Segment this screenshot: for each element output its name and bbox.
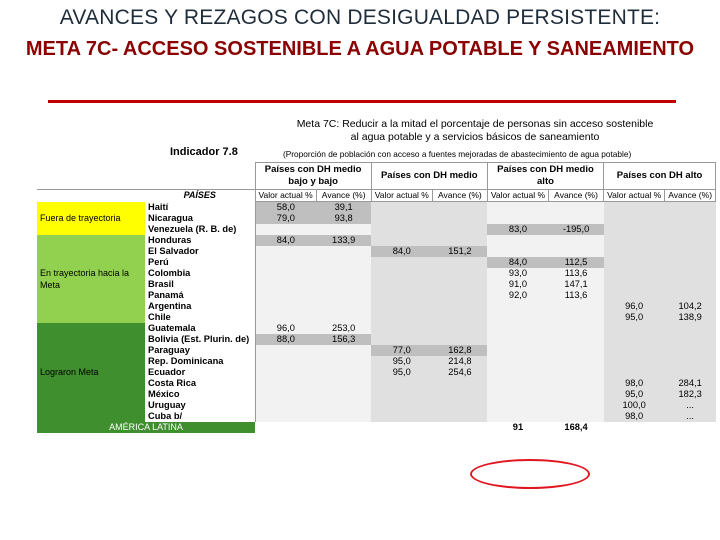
group-header-medium: Países con DH medio (371, 163, 487, 190)
table-row (37, 422, 716, 433)
progress-cell (549, 345, 604, 356)
progress-cell (665, 246, 716, 257)
progress-cell (432, 400, 487, 411)
value-cell: 84,0 (371, 246, 432, 257)
value-cell (371, 268, 432, 279)
value-cell (604, 224, 665, 235)
value-cell: 98,0 (604, 378, 665, 389)
value-cell (604, 213, 665, 224)
progress-cell (432, 389, 487, 400)
progress-cell (549, 246, 604, 257)
indicator-label: Indicador 7.8 (170, 146, 238, 158)
progress-cell (432, 290, 487, 301)
value-cell (255, 290, 316, 301)
progress-cell (316, 345, 371, 356)
country-name: Paraguay (145, 345, 255, 356)
value-cell (255, 224, 316, 235)
sub-header-value: Valor actual % (604, 190, 665, 202)
value-cell: 84,0 (487, 257, 548, 268)
progress-cell (549, 213, 604, 224)
country-name: Guatemala (145, 323, 255, 334)
value-cell (371, 290, 432, 301)
value-cell (255, 400, 316, 411)
progress-cell (316, 224, 371, 235)
title-divider (48, 100, 676, 103)
country-name: Honduras (145, 235, 255, 246)
group-header-medium-high: Países con DH medio alto (487, 163, 603, 190)
progress-cell: 254,6 (432, 367, 487, 378)
value-cell (255, 356, 316, 367)
country-name: Nicaragua (145, 213, 255, 224)
sub-header-progress: Avance (%) (665, 190, 716, 202)
progress-cell (316, 279, 371, 290)
country-name: Rep. Dominicana (145, 356, 255, 367)
value-cell (255, 279, 316, 290)
progress-cell (665, 213, 716, 224)
progress-cell (665, 334, 716, 345)
indicator-subtitle: (Proporción de población con acceso a fuentes mejoradas de abastecimiento de agua potable) (283, 149, 632, 159)
value-cell (604, 202, 665, 214)
value-cell (604, 367, 665, 378)
progress-cell: ... (665, 400, 716, 411)
value-cell: 96,0 (604, 301, 665, 312)
value-cell: 100,0 (604, 400, 665, 411)
value-cell (371, 422, 432, 433)
country-name: Venezuela (R. B. de) (145, 224, 255, 235)
indicator-table (37, 162, 716, 433)
slide-title-line1: AVANCES Y REZAGOS CON DESIGUALDAD PERSISTENTE: (59, 6, 661, 29)
value-cell: 96,0 (255, 323, 316, 334)
value-cell (487, 345, 548, 356)
progress-cell (549, 378, 604, 389)
group-header-low: Países con DH medio bajo y bajo (255, 163, 371, 190)
progress-cell (432, 422, 487, 433)
value-cell: 58,0 (255, 202, 316, 214)
progress-cell (549, 235, 604, 246)
value-cell (604, 422, 665, 433)
progress-cell: 113,6 (549, 268, 604, 279)
progress-cell: -195,0 (549, 224, 604, 235)
value-cell (371, 213, 432, 224)
progress-cell (316, 312, 371, 323)
value-cell: 98,0 (604, 411, 665, 422)
progress-cell (316, 389, 371, 400)
progress-cell: 138,9 (665, 312, 716, 323)
progress-cell: 133,9 (316, 235, 371, 246)
progress-cell (432, 235, 487, 246)
value-cell (255, 422, 316, 433)
value-cell: 92,0 (487, 290, 548, 301)
value-cell (371, 312, 432, 323)
value-cell (604, 257, 665, 268)
progress-cell (665, 422, 716, 433)
progress-cell (316, 400, 371, 411)
table-row (37, 202, 716, 214)
group-label-g4: AMÉRICA LATINA (37, 422, 255, 433)
value-cell (487, 400, 548, 411)
progress-cell: 253,0 (316, 323, 371, 334)
value-cell: 88,0 (255, 334, 316, 345)
progress-cell (549, 323, 604, 334)
group-label-g3: Lograron Meta (37, 323, 145, 422)
progress-cell: 162,8 (432, 345, 487, 356)
country-name: Bolivia (Est. Plurin. de) (145, 334, 255, 345)
sub-header-progress: Avance (%) (432, 190, 487, 202)
progress-cell (549, 301, 604, 312)
value-cell: 91 (487, 422, 548, 433)
country-name: Panamá (145, 290, 255, 301)
progress-cell: 93,8 (316, 213, 371, 224)
country-name: México (145, 389, 255, 400)
table-row (37, 235, 716, 246)
value-cell: 91,0 (487, 279, 548, 290)
value-cell (371, 224, 432, 235)
value-cell (371, 301, 432, 312)
sub-header-progress: Avance (%) (549, 190, 604, 202)
value-cell (255, 367, 316, 378)
progress-cell (549, 367, 604, 378)
value-cell (604, 334, 665, 345)
meta-line1: Meta 7C: Reducir a la mitad el porcentaje de personas sin acceso sostenible (296, 118, 654, 130)
value-cell (604, 246, 665, 257)
progress-cell (549, 312, 604, 323)
progress-cell: 156,3 (316, 334, 371, 345)
value-cell (255, 345, 316, 356)
value-cell (487, 367, 548, 378)
sub-header-progress: Avance (%) (316, 190, 371, 202)
countries-header: PAÍSES (183, 190, 216, 201)
value-cell (487, 213, 548, 224)
value-cell (371, 202, 432, 214)
progress-cell: 39,1 (316, 202, 371, 214)
value-cell (604, 356, 665, 367)
progress-cell (316, 301, 371, 312)
progress-cell (665, 323, 716, 334)
progress-cell (549, 400, 604, 411)
country-name: Ecuador (145, 367, 255, 378)
progress-cell (432, 224, 487, 235)
progress-cell (316, 378, 371, 389)
value-cell (487, 202, 548, 214)
progress-cell: 151,2 (432, 246, 487, 257)
progress-cell (665, 345, 716, 356)
progress-cell (432, 323, 487, 334)
value-cell (487, 235, 548, 246)
progress-cell (316, 367, 371, 378)
value-cell (255, 378, 316, 389)
value-cell: 84,0 (255, 235, 316, 246)
country-name: Brasil (145, 279, 255, 290)
progress-cell (549, 356, 604, 367)
value-cell (487, 246, 548, 257)
country-name: Uruguay (145, 400, 255, 411)
progress-cell (665, 202, 716, 214)
value-cell (255, 301, 316, 312)
progress-cell (549, 334, 604, 345)
progress-cell (665, 224, 716, 235)
sub-header-value: Valor actual % (371, 190, 432, 202)
progress-cell (665, 268, 716, 279)
progress-cell (316, 268, 371, 279)
value-cell (371, 378, 432, 389)
country-name: Costa Rica (145, 378, 255, 389)
progress-cell: 168,4 (549, 422, 604, 433)
country-name: Haití (145, 202, 255, 214)
value-cell (255, 268, 316, 279)
table-row (37, 323, 716, 334)
progress-cell (665, 257, 716, 268)
group-label-g1: Fuera de trayectoria (37, 202, 145, 236)
value-cell (487, 411, 548, 422)
group-label-g2: En trayectoria hacia la Meta (37, 235, 145, 323)
value-cell (604, 279, 665, 290)
progress-cell (316, 246, 371, 257)
progress-cell (432, 411, 487, 422)
progress-cell (665, 235, 716, 246)
country-name: Perú (145, 257, 255, 268)
value-cell (487, 378, 548, 389)
slide-title-line2: META 7C- ACCESO SOSTENIBLE A AGUA POTABLE Y SANEAMIENTO (25, 38, 695, 60)
value-cell (487, 334, 548, 345)
value-cell (255, 257, 316, 268)
progress-cell: 147,1 (549, 279, 604, 290)
value-cell (371, 400, 432, 411)
progress-cell (549, 411, 604, 422)
value-cell (487, 301, 548, 312)
value-cell: 93,0 (487, 268, 548, 279)
country-name: Chile (145, 312, 255, 323)
progress-cell (432, 334, 487, 345)
highlight-oval (470, 459, 590, 489)
progress-cell (316, 411, 371, 422)
value-cell (604, 235, 665, 246)
progress-cell (432, 301, 487, 312)
progress-cell: 284,1 (665, 378, 716, 389)
value-cell (371, 235, 432, 246)
value-cell (371, 411, 432, 422)
progress-cell: 104,2 (665, 301, 716, 312)
progress-cell (316, 290, 371, 301)
value-cell (255, 312, 316, 323)
value-cell: 83,0 (487, 224, 548, 235)
value-cell (487, 323, 548, 334)
value-cell (371, 279, 432, 290)
progress-cell (432, 378, 487, 389)
progress-cell (432, 202, 487, 214)
progress-cell: 182,3 (665, 389, 716, 400)
value-cell (371, 389, 432, 400)
progress-cell (549, 202, 604, 214)
value-cell (604, 290, 665, 301)
value-cell: 95,0 (371, 367, 432, 378)
value-cell: 77,0 (371, 345, 432, 356)
value-cell: 95,0 (371, 356, 432, 367)
value-cell (487, 389, 548, 400)
progress-cell (432, 279, 487, 290)
value-cell (371, 334, 432, 345)
value-cell: 79,0 (255, 213, 316, 224)
meta-line2: al agua potable y a servicios básicos de saneamiento (350, 131, 600, 143)
progress-cell (665, 290, 716, 301)
progress-cell: 112,5 (549, 257, 604, 268)
group-header-high: Países con DH alto (604, 163, 716, 190)
value-cell (487, 356, 548, 367)
value-cell (604, 345, 665, 356)
progress-cell (432, 213, 487, 224)
sub-header-value: Valor actual % (487, 190, 548, 202)
progress-cell (665, 367, 716, 378)
value-cell (487, 312, 548, 323)
country-name: El Salvador (145, 246, 255, 257)
value-cell (255, 389, 316, 400)
progress-cell (316, 356, 371, 367)
progress-cell (316, 422, 371, 433)
progress-cell (432, 257, 487, 268)
value-cell (604, 268, 665, 279)
progress-cell (316, 257, 371, 268)
progress-cell (665, 279, 716, 290)
progress-cell (432, 268, 487, 279)
country-name: Argentina (145, 301, 255, 312)
value-cell (604, 323, 665, 334)
progress-cell (432, 312, 487, 323)
progress-cell: ... (665, 411, 716, 422)
country-name: Colombia (145, 268, 255, 279)
value-cell: 95,0 (604, 389, 665, 400)
value-cell (371, 257, 432, 268)
progress-cell: 214,8 (432, 356, 487, 367)
value-cell: 95,0 (604, 312, 665, 323)
value-cell (255, 411, 316, 422)
value-cell (255, 246, 316, 257)
progress-cell (665, 356, 716, 367)
progress-cell: 113,6 (549, 290, 604, 301)
country-name: Cuba b/ (145, 411, 255, 422)
value-cell (371, 323, 432, 334)
sub-header-value: Valor actual % (255, 190, 316, 202)
progress-cell (549, 389, 604, 400)
